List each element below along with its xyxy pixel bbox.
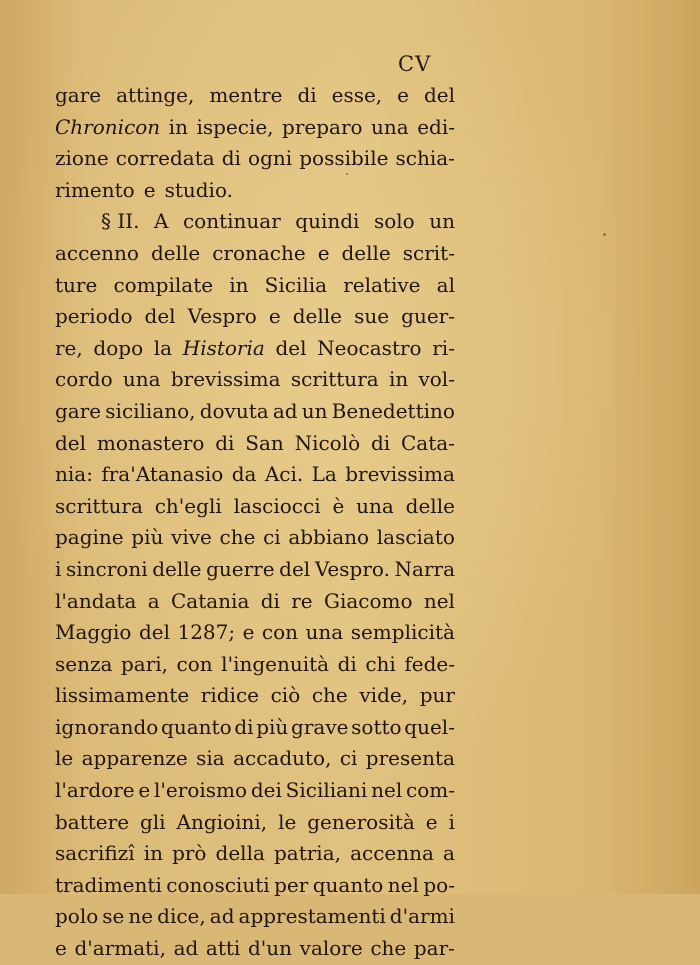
word: sia	[196, 746, 225, 771]
word: re	[291, 588, 313, 613]
word: con	[176, 651, 213, 676]
word: schia-	[395, 146, 455, 171]
word: in	[388, 367, 409, 392]
word: nel	[371, 778, 403, 803]
word: scrittura	[290, 367, 379, 392]
word: La	[311, 462, 337, 487]
word: di	[260, 588, 280, 613]
word: fede-	[404, 651, 455, 676]
word: Maggio	[55, 620, 132, 645]
word: lasciocci	[233, 493, 321, 518]
word: di	[221, 146, 241, 171]
word: pari,	[120, 651, 169, 676]
word: l'ardore	[55, 778, 135, 803]
text-line	[55, 649, 455, 681]
word: pagine	[55, 525, 124, 550]
word: delle	[341, 240, 391, 265]
word: Aci.	[264, 462, 304, 487]
word: polo	[55, 904, 99, 929]
text-line	[55, 775, 455, 807]
word: la	[153, 335, 173, 360]
word: l'andata	[55, 588, 137, 613]
word: a	[443, 841, 455, 866]
word: lasciato	[376, 525, 455, 550]
word: di	[337, 651, 357, 676]
word: sincroni	[66, 556, 148, 581]
word: rimento	[55, 177, 135, 202]
text-line	[55, 143, 455, 175]
word: ciò	[270, 683, 301, 708]
word: ne	[128, 904, 154, 929]
word: ad	[209, 904, 235, 929]
word: senza	[55, 651, 113, 676]
word: e	[242, 620, 255, 645]
word: accenno	[55, 240, 139, 265]
word: sue	[354, 304, 390, 329]
word: ch'egli	[154, 493, 222, 518]
word: e	[143, 177, 156, 202]
word: brevissima	[170, 367, 281, 392]
word: Benedettino	[331, 398, 455, 423]
word: periodo	[55, 304, 133, 329]
word: vide,	[359, 683, 409, 708]
text-line	[55, 396, 455, 428]
word: esse,	[331, 83, 383, 107]
word: e	[268, 304, 281, 329]
word: Siciliani	[285, 778, 368, 803]
word: Nicolò	[294, 430, 361, 455]
word: una	[122, 367, 161, 392]
text-line	[55, 112, 455, 144]
word: del	[275, 335, 307, 360]
word: corredata	[115, 146, 215, 171]
word: relative	[343, 272, 421, 297]
word: cordo	[55, 367, 113, 392]
word: le	[278, 809, 297, 834]
word: e	[138, 778, 151, 803]
word: nel	[423, 588, 455, 613]
body-text	[55, 80, 455, 965]
word: e	[317, 240, 330, 265]
word: dopo	[93, 335, 144, 360]
word: se	[102, 904, 125, 929]
word: dovuta	[199, 398, 269, 423]
paper-speck	[346, 173, 348, 175]
word: delle	[405, 493, 455, 518]
text-line	[55, 743, 455, 775]
word: monastero	[96, 430, 205, 455]
text-line	[55, 807, 455, 839]
word: in	[229, 272, 249, 297]
word: una	[305, 620, 344, 645]
word: gli	[139, 809, 166, 834]
word: che	[219, 525, 256, 550]
word: l'ingenuità	[221, 651, 330, 676]
word: battere	[55, 809, 130, 834]
word: da	[231, 462, 257, 487]
word: com-	[406, 778, 455, 803]
word: guer-	[401, 304, 455, 329]
word: ri-	[432, 335, 455, 360]
word: apparenze	[81, 746, 188, 771]
word: A	[154, 209, 169, 234]
word: lissimamente	[55, 683, 190, 708]
text-line	[55, 680, 455, 712]
word: conosciuti	[166, 872, 270, 897]
word: un	[301, 398, 328, 423]
text-line	[55, 901, 455, 933]
word: Neocastro	[317, 335, 422, 360]
word: solo	[373, 209, 415, 234]
word: presenta	[365, 746, 455, 771]
word: e	[55, 936, 67, 961]
word: Angioini,	[176, 809, 268, 834]
word: una	[356, 493, 394, 518]
word: edi-	[417, 114, 455, 139]
word: d'un	[247, 936, 293, 961]
text-line	[55, 712, 455, 744]
word: ogni	[248, 146, 293, 171]
word: Giacomo	[323, 588, 413, 613]
word: l'eroismo	[154, 778, 248, 803]
text-line	[55, 586, 455, 618]
word: studio.	[164, 177, 233, 202]
word: del	[423, 83, 455, 107]
word: in	[143, 841, 163, 866]
word: quanto	[312, 872, 384, 897]
word: ignorando	[55, 714, 159, 739]
word: nel	[387, 872, 419, 897]
word: pur	[419, 683, 455, 708]
word: mentre	[209, 83, 283, 107]
word: che	[370, 936, 407, 961]
word: a	[147, 588, 160, 613]
word: re,	[55, 335, 83, 360]
word: che	[311, 683, 348, 708]
word: ad	[272, 398, 298, 423]
word: accaduto,	[233, 746, 332, 771]
word: vol-	[418, 367, 455, 392]
word: abbiano	[288, 525, 370, 550]
word: tradimenti	[55, 872, 162, 897]
text-line	[55, 933, 455, 965]
word: ci	[263, 525, 281, 550]
word: cronache	[212, 240, 306, 265]
word: del	[138, 620, 170, 645]
word: quel-	[404, 714, 455, 739]
word: grave	[291, 714, 349, 739]
word: della	[215, 841, 265, 866]
word: vive	[171, 525, 212, 550]
word: semplicità	[350, 620, 455, 645]
word: in	[168, 114, 188, 139]
text-line	[55, 333, 455, 365]
text-line	[55, 838, 455, 870]
word: Vespro.	[314, 556, 390, 581]
word: per	[274, 872, 309, 897]
word: § II.	[101, 209, 140, 234]
text-line	[55, 870, 455, 902]
word: compilate	[113, 272, 214, 297]
word: del	[55, 430, 87, 455]
word: Chronicon	[55, 114, 161, 139]
word: guerre	[206, 556, 275, 581]
text-line	[55, 491, 455, 523]
word: San	[245, 430, 284, 455]
word: Vespro	[187, 304, 257, 329]
word: Historia	[182, 335, 265, 360]
word: fra'Atanasio	[101, 462, 224, 487]
word: ci	[339, 746, 358, 771]
word: quindi	[295, 209, 360, 234]
word: dice,	[157, 904, 206, 929]
word: ispecie,	[196, 114, 274, 139]
text-line	[55, 554, 455, 586]
word: un	[429, 209, 455, 234]
word: patria,	[273, 841, 341, 866]
word: Sicilia	[264, 272, 328, 297]
word: dei	[250, 778, 282, 803]
word: Catania	[170, 588, 250, 613]
word: delle	[292, 304, 343, 329]
word: di	[370, 430, 391, 455]
text-line	[55, 428, 455, 460]
text-line	[55, 270, 455, 302]
word: sacrifizî	[55, 841, 135, 866]
word: possibile	[299, 146, 389, 171]
word: continuar	[182, 209, 281, 234]
text-line	[55, 522, 455, 554]
word: ture	[55, 272, 98, 297]
word: accenna	[350, 841, 434, 866]
word: scrittura	[55, 493, 143, 518]
word: del	[279, 556, 311, 581]
word: al	[436, 272, 455, 297]
word: una	[371, 114, 409, 139]
word: scrit-	[402, 240, 455, 265]
word: atti	[205, 936, 241, 961]
word: delle	[152, 556, 202, 581]
word: più	[131, 525, 164, 550]
word: ad	[173, 936, 199, 961]
word: sotto	[351, 714, 402, 739]
word: prò	[172, 841, 207, 866]
word: ridice	[200, 683, 259, 708]
text-line	[55, 175, 455, 207]
text-line	[55, 364, 455, 396]
word: delle	[150, 240, 201, 265]
word: Narra	[394, 556, 455, 581]
word: più	[256, 714, 289, 739]
word: i	[55, 556, 62, 581]
word: po-	[423, 872, 455, 897]
word: 1287;	[177, 620, 236, 645]
word: valore	[299, 936, 363, 961]
word: i	[448, 809, 455, 834]
word: chi	[365, 651, 396, 676]
word: le	[55, 746, 74, 771]
text-line	[55, 301, 455, 333]
text-line	[55, 80, 455, 112]
word: di	[297, 83, 317, 107]
word: d'armati,	[74, 936, 166, 961]
word: par-	[413, 936, 455, 961]
paper-speck	[603, 233, 606, 236]
word: quanto	[161, 714, 232, 739]
word: gare	[55, 398, 102, 423]
word: è	[332, 493, 345, 518]
word: apprestamenti	[238, 904, 386, 929]
text-line	[55, 617, 455, 649]
word: e	[397, 83, 409, 107]
word: Cata-	[400, 430, 455, 455]
text-line	[55, 459, 455, 491]
word: preparo	[282, 114, 363, 139]
text-line	[55, 238, 455, 270]
text-line	[55, 206, 455, 238]
word: del	[144, 304, 176, 329]
word: brevissima	[345, 462, 455, 487]
word: con	[261, 620, 299, 645]
word: nia:	[55, 462, 93, 487]
word: generosità	[307, 809, 415, 834]
word: siciliano,	[105, 398, 196, 423]
word: e	[425, 809, 438, 834]
word: di	[215, 430, 235, 455]
word: di	[234, 714, 254, 739]
word: d'armi	[389, 904, 455, 929]
word: attinge,	[116, 83, 195, 107]
word: gare	[55, 83, 102, 107]
word: zione	[55, 146, 109, 171]
page-number: CV	[398, 52, 432, 76]
